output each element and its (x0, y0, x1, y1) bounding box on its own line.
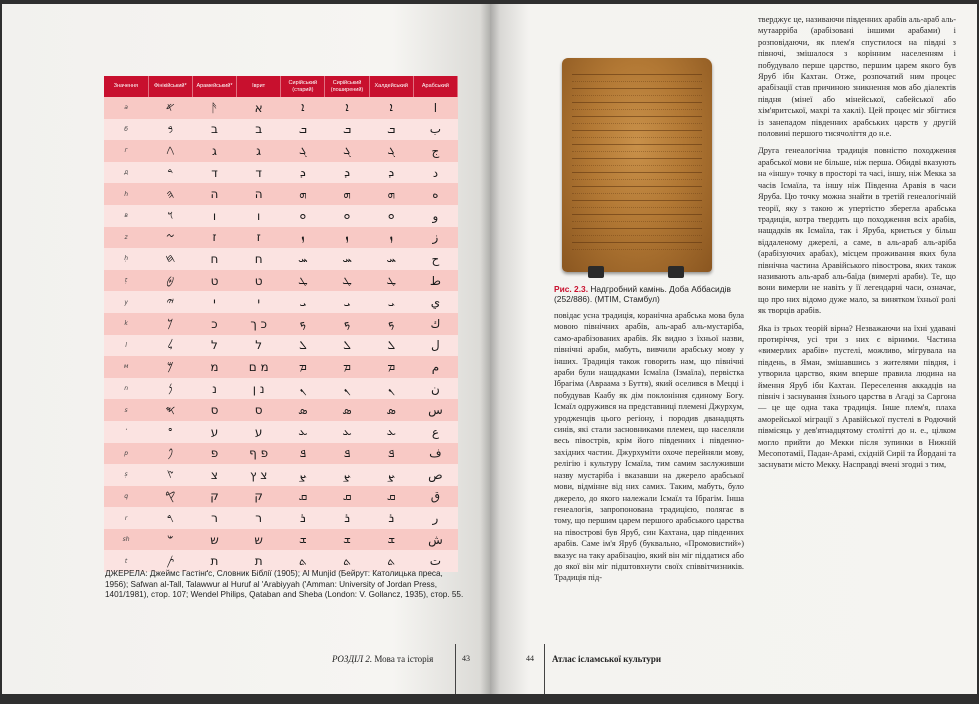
column-header: Арамейський* (192, 76, 236, 97)
letter-cell: ܨ (325, 464, 369, 486)
sound-value-cell: б (104, 119, 148, 141)
letter-cell: ܗ (281, 183, 325, 205)
letter-cell: ג (237, 140, 281, 162)
table-row (104, 140, 458, 162)
letter-cell: ܨ (369, 464, 413, 486)
sound-value-cell: ṭ (104, 270, 148, 292)
left-page-number: 43 (462, 654, 470, 663)
letter-cell: 𐤓 (148, 507, 192, 529)
right-page (490, 4, 977, 694)
column-header: Фінікійський* (148, 76, 192, 97)
left-footer (332, 654, 433, 664)
table-row (104, 183, 458, 205)
letter-cell: ח (192, 248, 236, 270)
letter-cell: ܓ (369, 140, 413, 162)
letter-cell: צ ץ (237, 464, 281, 486)
letter-cell: ن (413, 378, 457, 400)
letter-cell: ܕ (281, 162, 325, 184)
inscription-line (572, 242, 702, 250)
table-row (104, 270, 458, 292)
tombstone-photo (562, 58, 712, 272)
letter-cell: ܢ (369, 378, 413, 400)
letter-cell: ܩ (281, 486, 325, 508)
letter-cell: ש (237, 529, 281, 551)
letter-cell: ܨ (281, 464, 325, 486)
letter-cell: 𐤕 (148, 550, 192, 572)
table-row (104, 443, 458, 465)
letter-cell: ܦ (281, 443, 325, 465)
inscription-line (572, 214, 702, 222)
letter-cell: ܣ (369, 399, 413, 421)
column-header: Халдейський (369, 76, 413, 97)
letter-cell: י (192, 291, 236, 313)
letter-cell: ܒ (325, 119, 369, 141)
letter-cell: 𐤃 (148, 162, 192, 184)
table-row (104, 507, 458, 529)
table-row (104, 356, 458, 378)
letter-cell: ر (413, 507, 457, 529)
letter-cell: ܐ (281, 97, 325, 119)
sound-value-cell: t (104, 550, 148, 572)
letter-cell: 𐤄 (148, 183, 192, 205)
letter-cell: ט (192, 270, 236, 292)
letter-cell: ܝ (281, 291, 325, 313)
sources-note: ДЖЕРЕЛА: Джеймс Гастінґс, Словник Біблії (1905); Al Munjid (Бейрут: Католицька преса, 1956); Safwan al-Tall, Talawwur al Huruf al 'Arabiyyah ('Amman: University of Jordan Press, 1401/1981), стор. 107; Wendel Philips, Qataban and Sheba (London: V. Gollancz, 1935), стор. 55. (105, 569, 464, 600)
sound-value-cell: k (104, 313, 148, 335)
letter-cell: ג (192, 140, 236, 162)
letter-cell: ܘ (281, 205, 325, 227)
letter-cell: ܪ (325, 507, 369, 529)
letter-cell: ת (192, 550, 236, 572)
letter-cell: ܡ (325, 356, 369, 378)
letter-cell: ܝ (325, 291, 369, 313)
letter-cell: ܘ (369, 205, 413, 227)
table-row (104, 335, 458, 357)
letter-cell: 𐤇 (148, 248, 192, 270)
sound-value-cell: ʻ (104, 421, 148, 443)
sound-value-cell: sh (104, 529, 148, 551)
letter-cell: ف (413, 443, 457, 465)
letter-cell: ו (192, 205, 236, 227)
sound-value-cell: в (104, 205, 148, 227)
letter-cell: כ (192, 313, 236, 335)
letter-cell: צ (192, 464, 236, 486)
letter-cell: م (413, 356, 457, 378)
letter-cell: ق (413, 486, 457, 508)
table-row (104, 464, 458, 486)
letter-cell: ח (237, 248, 281, 270)
letter-cell: ܚ (281, 248, 325, 270)
table-row (104, 248, 458, 270)
text-column-1: повідає усна традиція, корaнічна арабська мова була мовою північних арабів, аль-араб аль-мустаріба, само-арабізованих арабів. Як видно з їхньої назви, північні араби, мабуть, вивчили арабську мову у інших. Традиція також говорить нам, що північні араби були нащадками Ісмаїла (Ізмаїла), первістка Ібрагіма (Авраама з Буття), який оселився в Мецці і побудував Каабу як дім поклоніння єдиному Богу. Ісмаїл одружився на представниці племені Джурхум, уродженців цього регіону, і породив дванадцять синів, які стали засновниками племен, що населяли весь півострів, крім його південних і південно-західних частин. Джурхуміти охоче перейняли мову, релігію і культуру Ісмаїла, тим самим заслуживши назву мустаріба і вказавши на джерело арабської мови, відмінне від них самих. Таким, мабуть, було джерело, до якого належали Ісмаїл та Ібрагім. Інша генеалогія, запропонована традицією, полягає в тому, що першим царем першого арабського царства на півострові був Яруб, син Кахтана, цар південних арабів. Саме ім'я Яруб (буквально, «Промовистий») вказує на таку арабізацію, який він міг піддатися або до якої він міг підштовхнути своїх співвітчизників. Традиція під- (554, 311, 744, 583)
letter-cell: ܦ (369, 443, 413, 465)
letter-cell: ע (237, 421, 281, 443)
table-row (104, 162, 458, 184)
letter-cell: 𐤅 (148, 205, 192, 227)
letter-cell: ل (413, 335, 457, 357)
letter-cell: ܣ (325, 399, 369, 421)
letter-cell: ܬ (325, 550, 369, 572)
letter-cell: ܓ (281, 140, 325, 162)
letter-cell: ܥ (325, 421, 369, 443)
inscription-line (572, 74, 702, 82)
sound-value-cell: д (104, 162, 148, 184)
letter-cell: ܠ (369, 335, 413, 357)
letter-cell: ל (192, 335, 236, 357)
letter-cell: ܙ (369, 227, 413, 249)
letter-cell: ܬ (369, 550, 413, 572)
letter-cell: ܢ (281, 378, 325, 400)
letter-cell: ܐ (325, 97, 369, 119)
table-body (104, 97, 458, 572)
letter-cell: ܟ (325, 313, 369, 335)
letter-cell: ܡ (369, 356, 413, 378)
sound-value-cell: ḥ (104, 248, 148, 270)
letter-cell: ᚫ (192, 97, 236, 119)
letter-cell: ל (237, 335, 281, 357)
caption-label: Рис. 2.3. (554, 284, 589, 294)
table-row (104, 529, 458, 551)
letter-cell: 𐤒 (148, 486, 192, 508)
letter-cell: מ ם (237, 356, 281, 378)
letter-cell: ק (192, 486, 236, 508)
letter-cell: ק (237, 486, 281, 508)
letter-cell: ܡ (281, 356, 325, 378)
sound-value-cell: s (104, 399, 148, 421)
letter-cell: ܟ (281, 313, 325, 335)
letter-cell: פ ף (237, 443, 281, 465)
letter-cell: ד (192, 162, 236, 184)
letter-cell: ܠ (325, 335, 369, 357)
letter-cell: ج (413, 140, 457, 162)
book-gutter (480, 4, 500, 694)
sound-value-cell: г (104, 140, 148, 162)
column-header: Іврит (237, 76, 281, 97)
letter-cell: ܙ (325, 227, 369, 249)
letter-cell: ܚ (325, 248, 369, 270)
column-header: Арабський (413, 76, 457, 97)
letter-cell: 𐤏 (148, 421, 192, 443)
letter-cell: ܚ (369, 248, 413, 270)
footer-rule (544, 644, 545, 694)
letter-cell: 𐤉 (148, 291, 192, 313)
letter-cell: ה (192, 183, 236, 205)
table-row (104, 97, 458, 119)
letter-cell: 𐤈 (148, 270, 192, 292)
letter-cell: ه (413, 183, 457, 205)
letter-cell: כ ך (237, 313, 281, 335)
letter-cell: ܫ (281, 529, 325, 551)
letter-cell: נ ן (237, 378, 281, 400)
letter-cell: א (237, 97, 281, 119)
letter-cell: ע (192, 421, 236, 443)
letter-cell: ܠ (281, 335, 325, 357)
right-page-number: 44 (526, 654, 534, 663)
letter-cell: 𐤊 (148, 313, 192, 335)
sound-value-cell: h (104, 183, 148, 205)
letter-cell: ת (237, 550, 281, 572)
sound-value-cell: l (104, 335, 148, 357)
footer-title: Мова та історія (374, 654, 434, 664)
letter-cell: ك (413, 313, 457, 335)
sound-value-cell: r (104, 507, 148, 529)
letter-cell: ܗ (325, 183, 369, 205)
sound-value-cell: z (104, 227, 148, 249)
sound-value-cell: n (104, 378, 148, 400)
letter-cell: ز (413, 227, 457, 249)
letter-cell: ط (413, 270, 457, 292)
table-row (104, 378, 458, 400)
letter-cell: מ (192, 356, 236, 378)
letter-cell: 𐤁 (148, 119, 192, 141)
letter-cell: ܪ (281, 507, 325, 529)
table-row (104, 313, 458, 335)
inscription-line (572, 116, 702, 124)
table-row (104, 205, 458, 227)
letter-cell: ܕ (325, 162, 369, 184)
sound-value-cell: м (104, 356, 148, 378)
letter-cell: ܬ (281, 550, 325, 572)
table-row (104, 227, 458, 249)
letter-cell: ש (192, 529, 236, 551)
text-column-2 (758, 14, 956, 471)
sound-value-cell: p (104, 443, 148, 465)
letter-cell: 𐤌 (148, 356, 192, 378)
letter-cell: ܣ (281, 399, 325, 421)
table-row (104, 291, 458, 313)
letter-cell: ܢ (325, 378, 369, 400)
paragraph-3: Яка із трьох теорій вірна? Незважаючи на їхні удавані протиріччя, усі три з них є вірними. Частина «вимерлих арабів» пустелі, можливо, мігрувала на південь, в Ямaн, змішавшись з жителями півдня, і утворила царство, яким вперше правила людина на ймення Яруб ібн Кахтан. Переселення аккадців на північ і заснування їхнього царства в Агаді за Саргона — це ще одна така традиція. Інше плем'я, плаха аморейської міграції з Аравійської пустелі в Родючий півмісяць у дев'ятнадцятому столітті до н. е., цілком могло прийти до Мекки після зупинки в Нижній Месопотамії, Падан-Арамі, східній Сирії та Йордані та заснувати місто Мекку. Насправді вчені згодні з тим, (758, 323, 956, 470)
table-row (104, 421, 458, 443)
letter-cell: ܗ (369, 183, 413, 205)
letter-cell: ܒ (281, 119, 325, 141)
letter-cell: ح (413, 248, 457, 270)
letter-cell: ר (237, 507, 281, 529)
letter-cell: ܥ (281, 421, 325, 443)
sound-value-cell: а (104, 97, 148, 119)
stone-stand-left (588, 266, 604, 278)
table-row (104, 399, 458, 421)
figure-caption (554, 284, 744, 305)
letter-cell: ت (413, 550, 457, 572)
inscription-line (572, 172, 702, 180)
letter-cell: ב (192, 119, 236, 141)
letter-cell: ר (192, 507, 236, 529)
letter-cell: 𐤀 (148, 97, 192, 119)
letter-cell: ا (413, 97, 457, 119)
letter-cell: 𐤍 (148, 378, 192, 400)
inscription-line (572, 102, 702, 110)
letter-cell: ي (413, 291, 457, 313)
inscription-line (572, 130, 702, 138)
letter-cell: ב (237, 119, 281, 141)
letter-cell: פ (192, 443, 236, 465)
letter-cell: ܥ (369, 421, 413, 443)
letter-cell: 𐤎 (148, 399, 192, 421)
table-header-row (104, 76, 458, 97)
letter-cell: 𐤑 (148, 464, 192, 486)
letter-cell: ܐ (369, 97, 413, 119)
left-page (2, 4, 490, 694)
letter-cell: ܛ (325, 270, 369, 292)
letter-cell: و (413, 205, 457, 227)
letter-cell: ص (413, 464, 457, 486)
footer-rule (455, 644, 456, 694)
letter-cell: ܛ (281, 270, 325, 292)
letter-cell: ܩ (325, 486, 369, 508)
paragraph-1: тверджує це, називаючи південних арабів аль-араб аль-мутаарріба (арабізовані іншими арабами) і розповідаючи, як плем'я спустилося на півдні з півночі, змішалося з корінним населенням і побудувало перше царство, першим царем якого був Яруб ібн Кахтан. Отже, розпочатий ним процес арабізації став причиною зникнення мов або діалектів півдня (мінеї або мінейської, сабейської або хім'яритської, махрі та хаклі). Цей процес міг збігтися із занепадом південних арабських царств у другій половині першого тисячоліття до н.е. (758, 15, 956, 139)
letter-cell: ט (237, 270, 281, 292)
column-header: Сирійський (старий) (281, 76, 325, 97)
sound-value-cell: q (104, 486, 148, 508)
letter-cell: ו (237, 205, 281, 227)
letter-cell: ܓ (325, 140, 369, 162)
letter-cell: ܩ (369, 486, 413, 508)
right-footer-title: Атлас ісламської культури (552, 654, 662, 664)
inscription-line (572, 228, 702, 236)
letter-cell: ܒ (369, 119, 413, 141)
inscription-line (572, 144, 702, 152)
letter-cell: נ (192, 378, 236, 400)
letter-cell: ד (237, 162, 281, 184)
table-row (104, 486, 458, 508)
letter-cell: د (413, 162, 457, 184)
letter-cell: ب (413, 119, 457, 141)
stone-stand-right (668, 266, 684, 278)
sound-value-cell: y (104, 291, 148, 313)
caption-text: Надгробний камінь. Доба Аббасидів (252/886). (МТІМ, Стамбул) (554, 284, 731, 305)
letter-cell: י (237, 291, 281, 313)
letter-cell: ס (192, 399, 236, 421)
letter-cell: ז (192, 227, 236, 249)
alphabet-table (104, 76, 458, 572)
letter-cell: 𐤔 (148, 529, 192, 551)
letter-cell: ع (413, 421, 457, 443)
inscription-line (572, 158, 702, 166)
letter-cell: ܕ (369, 162, 413, 184)
letter-cell: 𐤋 (148, 335, 192, 357)
letter-cell: ז (237, 227, 281, 249)
letter-cell: ܟ (369, 313, 413, 335)
letter-cell: 𐤆 (148, 227, 192, 249)
letter-cell: ס (237, 399, 281, 421)
inscription-line (572, 186, 702, 194)
paragraph-2: Друга генеалогічна традиція повністю походження арабської мови не більше, ніж перша. Обидві вказують на «іншу» точку в просторі та часі, іншу, ніж Мекка за часів Ісмаїла, та іншу ніж Південна Аравія в часи Яруба. Цю точку можна знайти в третій генеалогічній теорії, яку з такою ж упертістю зберегла арабська традиція, котра твердить що походження всіх арабів, нащадків як Ісмаїла, так і Яруба, криється у більш віддаленому джерелі, а саме, в аль-араб аль-аріба (арабізуючих арабах), місцем проживання яких була північна частина Аравійського півострова, яких також називають аль-араб аль-баїда (вимерлі араби). Те, що вони вимерли не навіть у її легендарні часи, означає, що про них відомо дуже мало, за винятком їхньої ролі як творців арабів. (758, 146, 956, 316)
letter-cell: س (413, 399, 457, 421)
footer-section: РОЗДІЛ 2. (332, 654, 373, 664)
inscription-line (572, 88, 702, 96)
letter-cell: ܘ (325, 205, 369, 227)
sound-value-cell: ṣ (104, 464, 148, 486)
letter-cell: ܪ (369, 507, 413, 529)
table-row (104, 119, 458, 141)
letter-cell: ה (237, 183, 281, 205)
letter-cell: ش (413, 529, 457, 551)
letter-cell: ܦ (325, 443, 369, 465)
letter-cell: ܫ (325, 529, 369, 551)
column-header: Значення (104, 76, 148, 97)
letter-cell: 𐤂 (148, 140, 192, 162)
letter-cell: 𐤐 (148, 443, 192, 465)
letter-cell: ܛ (369, 270, 413, 292)
letter-cell: ܫ (369, 529, 413, 551)
letter-cell: ܙ (281, 227, 325, 249)
inscription-line (572, 200, 702, 208)
letter-cell: ܝ (369, 291, 413, 313)
column-header: Сирійський (поширений) (325, 76, 369, 97)
